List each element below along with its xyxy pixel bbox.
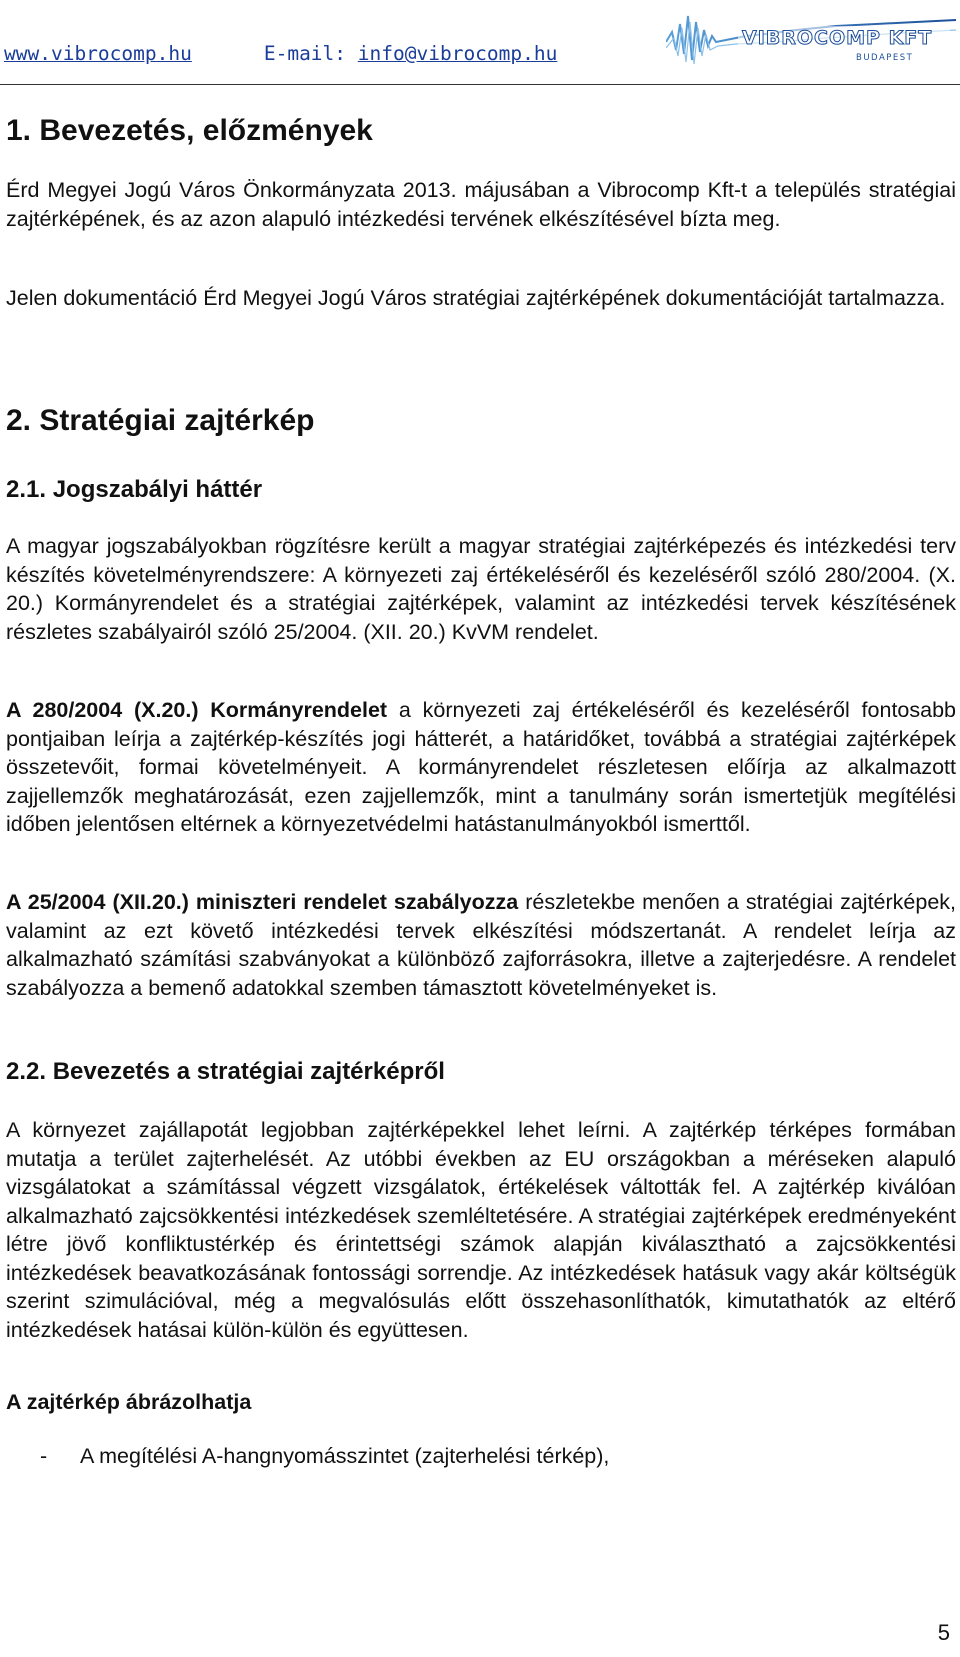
list-item [6, 1444, 609, 1469]
section-2-2-title: 2.2. Bevezetés a stratégiai zajtérképről [6, 1058, 445, 1085]
logo-wordmark: VIBROCOMP KFT [742, 27, 933, 49]
paragraph-2-body: a környezeti zaj értékeléséről és kezeléséről fontosabb pontjaiban leírja a zajtérkép-készítés jogi hátterét, a határidőket, továbbá a stratégiai zajtérképek összetevőit, formai követelményeit. A kormányrendelet részletesen előírja az alkalmazott zajjellemzők meghatározását, ezen zajjellemzők, mint a tanulmány során ismertetjük megítélési időben jelentősen eltérnek a környezetvédelmi hatástanulmányokból ismerttől. [6, 698, 956, 836]
section-2-1-paragraph-2 [6, 696, 956, 839]
paragraph-2-lead: A 280/2004 (X.20.) Kormányrendelet [6, 698, 388, 722]
section-1-paragraph-2: Jelen dokumentáció Érd Megyei Jogú Város stratégiai zajtérképének dokumentációját tartalmazza. [6, 286, 946, 310]
paragraph-3-lead: A 25/2004 (XII.20.) miniszteri rendelet szabályozza [6, 890, 519, 914]
section-1-paragraph-1: Érd Megyei Jogú Város Önkormányzata 2013. májusában a Vibrocomp Kft-t a település stratégiai zajtérképének, és az azon alapuló intézkedési tervének elkészítésével bízta meg. [6, 178, 956, 231]
section-2-2-paragraph-1: A környezet zajállapotát legjobban zajtérképekkel lehet leírni. A zajtérkép térképes formában mutatja a terület zajterhelését. Az utóbbi években az EU országokban a méréseken alapuló vizsgálatokat a számítással végzett vizsgálatok, értékelések váltották fel. A zajtérkép kiválóan alkalmazható zajcsökkentési intézkedések szemléltetésére. A stratégiai zajtérképek eredményeként létre jövő konfliktustérkép és érintettségi számok alapján kiválasztható a zajcsökkentési intézkedések beavatkozásának fontossági sorrendje. Az intézkedések hatásuk vagy akár költségük szerint szimulációval, még a megvalósulás előtt összehasonlíthatók, kimutathatók az eltérő intézkedések hatásai külön-külön és együttesen. [6, 1118, 956, 1342]
page-header [0, 0, 960, 88]
bullet-dash: - [40, 1444, 48, 1468]
page-number: 5 [937, 1620, 950, 1645]
header-divider [0, 84, 960, 85]
section-2-1-paragraph-1: A magyar jogszabályokban rögzítésre került a magyar stratégiai zajtérképezés és intézkedési terv készítés követelményrendszere: A környezeti zaj értékeléséről és kezeléséről szóló 280/2004. (X. 20.) Kormányrendelet és a stratégiai zajtérképek, valamint az intézkedési tervek készítésének részletes szabályairól szóló 25/2004. (XII. 20.) KvVM rendelet. [6, 534, 956, 644]
section-2-1-title: 2.1. Jogszabályi háttér [6, 476, 263, 503]
section-1-title: 1. Bevezetés, előzmények [6, 114, 373, 147]
section-2-2-subheading: A zajtérkép ábrázolhatja [6, 1390, 252, 1414]
vibrocomp-logo [666, 2, 956, 74]
paragraph-3-body: részletekbe menően a stratégiai zajtérképek, valamint az ezt követő intézkedési tervek elkészítési módszertanát. A rendelet leírja az alkalmazható számítási szabványokat a különböző zajforrásokra, illetve a zajterjedésre. A rendelet szabályozza a bemenő adatokkal szemben támasztott követelményeket is. [6, 890, 956, 1000]
email-label: E-mail: [263, 42, 347, 65]
website-link[interactable]: www.vibrocomp.hu [4, 42, 192, 65]
bullet-text: A megítélési A-hangnyomásszintet (zajterhelési térkép), [80, 1444, 610, 1468]
section-2-1-paragraph-3 [6, 888, 956, 1002]
header-links [4, 42, 557, 65]
logo-city: BUDAPEST [856, 53, 914, 63]
section-2-title: 2. Stratégiai zajtérkép [6, 404, 315, 437]
email-link[interactable]: info@vibrocomp.hu [357, 42, 558, 65]
